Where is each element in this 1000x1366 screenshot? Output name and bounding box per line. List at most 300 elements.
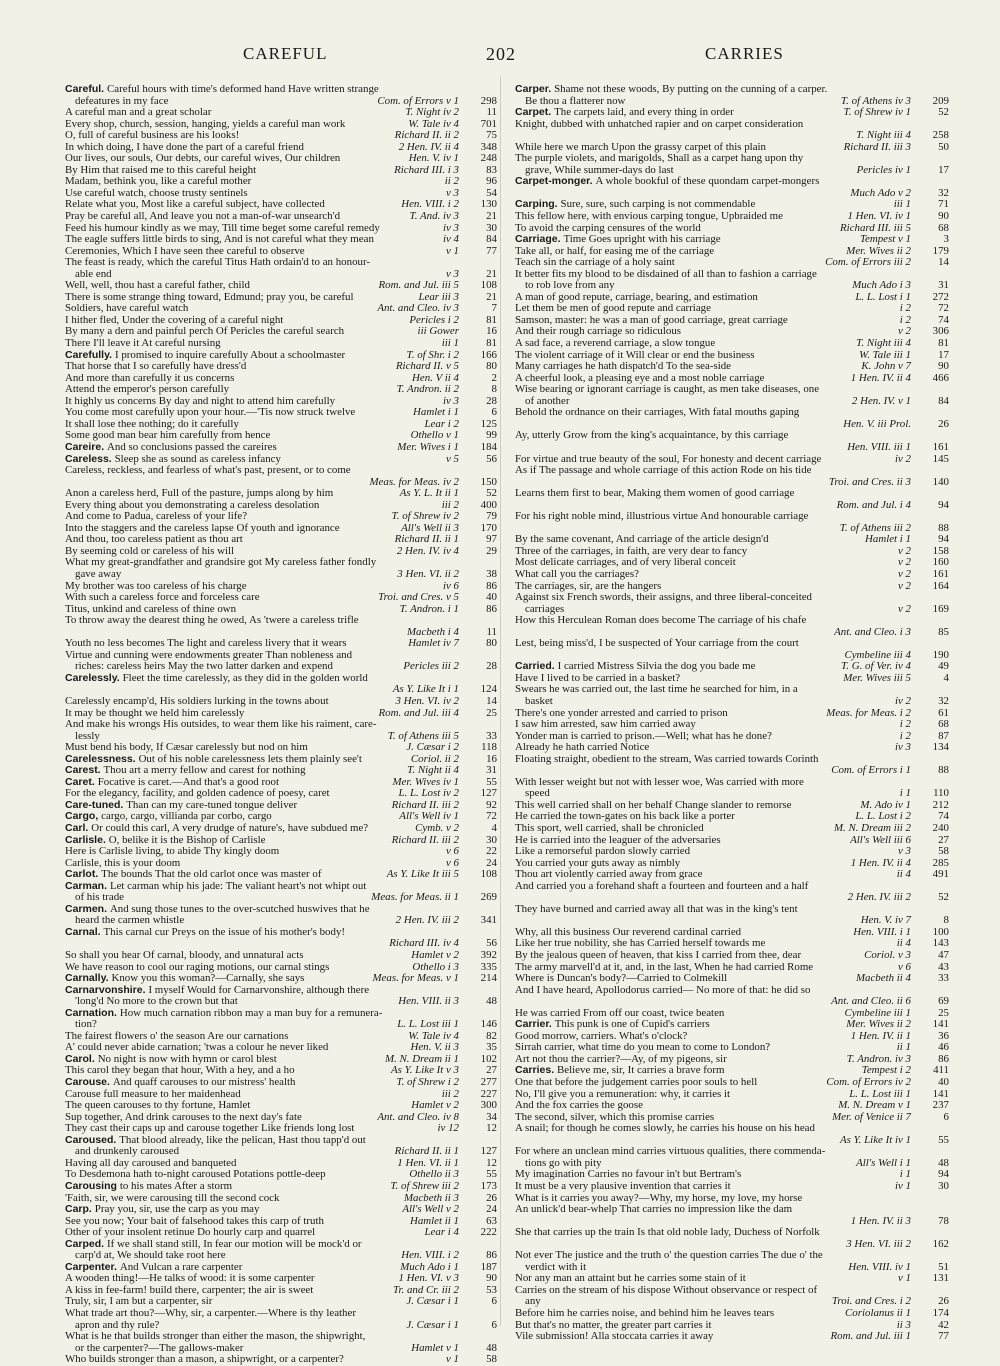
headword: Carelessness. <box>65 752 139 765</box>
play-act-scene: Ant. and Cleo. iv 8 <box>377 1110 459 1123</box>
quote: The carriages, sir, are the hangers <box>515 579 662 592</box>
headword: Carpet-monger. <box>515 175 596 188</box>
line-number: 8 <box>491 383 497 396</box>
line-number: 170 <box>480 521 497 534</box>
quote: O, belike it is the Bishop of Carlisle <box>108 833 266 846</box>
play-act-scene: 1 Hen. IV. ii 4 <box>850 856 911 869</box>
quote: Why, all this business Our reverend cardinal carried <box>515 925 742 938</box>
play-act-scene: T. G. of Ver. iv 4 <box>841 660 911 673</box>
quote: Ceremonies, Which I have seen thee careful to observe <box>65 244 305 257</box>
play-act-scene: T. Night iii 4 <box>856 129 911 142</box>
quote: Samson, master: he was a man of good carriage, great carriage <box>515 313 788 326</box>
line-number: 300 <box>480 1099 497 1112</box>
quote: or the carpenter?—The gallows-maker <box>75 1341 244 1354</box>
line-number: 58 <box>938 845 949 858</box>
play-act-scene: Mer. Wives ii 2 <box>846 244 911 257</box>
quotation-text <box>515 119 803 131</box>
column-divider <box>500 76 501 1326</box>
quote: We have reason to cool our raging motions, our carnal stings <box>65 960 330 973</box>
line-number: 161 <box>932 567 949 580</box>
quote: Yonder man is carried to prison.—Well; what has he done? <box>515 729 772 742</box>
play-act-scene: Mer. Wives iii 5 <box>843 671 911 684</box>
play-act-scene: Coriol. v 3 <box>864 949 911 962</box>
play-act-scene: Macbeth ii 3 <box>403 1191 459 1204</box>
line-number: 58 <box>486 1353 497 1366</box>
quote: I myself Would for Carnarvonshire, although there <box>148 983 370 996</box>
play-reference <box>853 973 949 985</box>
line-number: 164 <box>932 579 949 592</box>
quote: Many carriages he hath dispatch'd To the sea-side <box>515 360 732 373</box>
line-number: 52 <box>938 106 949 119</box>
play-reference <box>842 1308 949 1320</box>
play-act-scene: Cymbeline iii 4 <box>844 648 911 661</box>
play-act-scene: 1 Hen. IV. ii 4 <box>850 371 911 384</box>
quote: carp'd at, We should take root here <box>75 1249 226 1262</box>
play-act-scene: Mer. of Venice ii 7 <box>832 1110 911 1123</box>
line-number: 392 <box>480 949 497 962</box>
play-act-scene: Cymb. v 2 <box>415 822 459 834</box>
headword: Carriage. <box>515 233 564 246</box>
headword: Carousing <box>65 1179 120 1192</box>
quote: For the elegancy, facility, and golden cadence of poesy, caret <box>65 787 330 800</box>
quote: And make his wrongs His outsides, to wear them like his raiment, care- <box>65 718 377 731</box>
play-act-scene: Richard III. iii 5 <box>840 221 911 234</box>
play-act-scene: Rom. and Jul. iii 5 <box>378 279 459 292</box>
quote: Like her true nobility, she has Carried herself towards me <box>515 937 766 950</box>
line-number: 258 <box>932 129 949 142</box>
line-number: 92 <box>486 798 497 811</box>
play-act-scene: 2 Hen. IV. iii 2 <box>395 914 459 927</box>
quote: Art not thou the carrier?—Ay, of my pigeons, sir <box>515 1052 727 1065</box>
play-act-scene: 3 Hen. VI. iv 2 <box>395 694 459 707</box>
quote: Ay, utterly Grow from the king's acquaintance, by this carriage <box>515 429 789 442</box>
headword: Carrier. <box>515 1018 555 1031</box>
play-reference <box>892 454 949 466</box>
quote: And the fox carries the goose <box>515 1099 643 1112</box>
concordance-line <box>515 684 949 696</box>
line-number: 28 <box>486 660 497 673</box>
line-number: 50 <box>938 140 949 153</box>
play-reference <box>841 107 949 119</box>
play-act-scene: Hamlet v 1 <box>411 1341 459 1354</box>
headword: Carnal. <box>65 925 104 938</box>
quote: And carried you a forehand shaft a fourteen and fourteen and a half <box>515 879 809 892</box>
quote: 'long'd No more to the crown but that <box>75 995 238 1008</box>
header-last-word: CARRIES <box>705 44 784 63</box>
play-reference <box>843 1239 949 1251</box>
quote: For where an unclean mind carries virtuous qualities, there commenda- <box>515 1145 826 1158</box>
play-act-scene: Macbeth ii 4 <box>855 972 911 985</box>
line-number: 179 <box>932 244 949 257</box>
line-number: 26 <box>938 417 949 430</box>
play-act-scene: Hen. V. ii 3 <box>410 1041 459 1054</box>
play-act-scene: 1 Hen. VI. iv 1 <box>847 210 911 223</box>
quote: Let them be men of good repute and carriage <box>515 302 711 315</box>
line-number: 90 <box>486 1272 497 1285</box>
line-number: 190 <box>932 648 949 661</box>
quotation-text <box>515 684 798 696</box>
play-act-scene: All's Well v 2 <box>402 1203 459 1216</box>
line-number: 74 <box>938 313 949 326</box>
line-number: 7 <box>491 302 497 315</box>
play-act-scene: v 2 <box>897 579 911 592</box>
quote: And quaff carouses to our mistress' health <box>112 1076 296 1089</box>
play-act-scene: Richard II. ii 2 <box>394 129 459 142</box>
line-number: 48 <box>486 1341 497 1354</box>
line-number: 30 <box>486 221 497 234</box>
play-act-scene: Lear i 2 <box>424 417 459 430</box>
play-act-scene: J. Cæsar i 1 <box>406 1295 459 1308</box>
quote: Into the staggers and the careless lapse Of youth and ignorance <box>65 521 340 534</box>
play-reference <box>822 257 949 269</box>
quote: Use careful watch, choose trusty sentinels <box>65 186 248 199</box>
quote: The second, silver, which this promise carries <box>515 1110 715 1123</box>
line-number: 214 <box>480 972 497 985</box>
play-act-scene: Meas. for Meas. i 2 <box>826 706 911 719</box>
quote: That horse that I so carefully have dress'd <box>65 360 247 373</box>
play-act-scene: 2 Hen. IV. iii 2 <box>847 891 911 904</box>
play-act-scene: T. Andron. ii 2 <box>396 383 459 396</box>
play-act-scene: Othello v 1 <box>410 429 459 442</box>
line-number: 34 <box>486 1110 497 1123</box>
quote: To avoid the carping censures of the world <box>515 221 701 234</box>
line-number: 11 <box>486 106 497 119</box>
quote: This well carried shall on her behalf Change slander to remorse <box>515 798 792 811</box>
line-number: 61 <box>938 706 949 719</box>
play-act-scene: L. L. Lost iii 1 <box>849 1087 911 1100</box>
line-number: 83 <box>486 163 497 176</box>
line-number: 21 <box>486 210 497 223</box>
play-reference <box>849 396 949 408</box>
quote: How this Herculean Roman does become The carriage of his chafe <box>515 614 807 627</box>
play-act-scene: Troi. and Cres. ii 3 <box>828 475 911 488</box>
headword: Carpenter. <box>65 1260 120 1273</box>
play-reference <box>397 604 497 616</box>
line-number: 160 <box>932 556 949 569</box>
play-act-scene: Tempest i 2 <box>861 1064 911 1077</box>
quote: A careful man and a great scholar <box>65 106 212 119</box>
play-act-scene: W. Tale iv 4 <box>408 1029 459 1042</box>
play-act-scene: Pericles iv 1 <box>856 163 911 176</box>
play-act-scene: ii 3 <box>896 1318 911 1331</box>
play-act-scene: Richard II. ii 1 <box>394 1145 459 1158</box>
line-number: 94 <box>938 533 949 546</box>
quote: A kiss in fee-farm! build there, carpenter; the air is sweet <box>65 1283 314 1296</box>
play-reference <box>405 638 497 650</box>
quote: How much carnation ribbon may a man buy for a remunera- <box>119 1006 383 1019</box>
line-number: 99 <box>486 429 497 442</box>
quote: tion? <box>75 1018 97 1031</box>
concordance-line <box>515 777 949 789</box>
line-number: 17 <box>938 163 949 176</box>
play-act-scene: L. L. Lost iv 2 <box>398 787 459 800</box>
line-number: 27 <box>486 1064 497 1077</box>
play-act-scene: Rom. and Jul. i 4 <box>836 498 911 511</box>
line-number: 52 <box>938 891 949 904</box>
play-act-scene: iii 1 <box>441 337 459 350</box>
play-reference <box>443 246 497 258</box>
quote: My brother was too careless of his charge <box>65 579 247 592</box>
headword: Carnally. <box>65 972 112 985</box>
line-number: 29 <box>486 544 497 557</box>
line-number: 108 <box>480 279 497 292</box>
quote: What is he that builds stronger than either the mason, the shipwright, <box>65 1330 366 1343</box>
quote: He is carried into the leaguer of the adversaries <box>515 833 721 846</box>
play-act-scene: Hamlet iv 7 <box>408 637 459 650</box>
play-act-scene: T. And. iv 3 <box>409 210 459 223</box>
play-act-scene: Hamlet i 1 <box>413 406 459 419</box>
play-reference <box>395 996 497 1008</box>
headword: Carelessly. <box>65 671 123 684</box>
play-act-scene: All's Well iv 1 <box>399 810 459 823</box>
line-number: 55 <box>486 1168 497 1181</box>
concordance-line <box>515 1331 949 1343</box>
line-number: 166 <box>480 348 497 361</box>
quote: Where is Duncan's body?—Carried to Colmekill <box>515 972 728 985</box>
left-column <box>65 83 497 1366</box>
line-number: 33 <box>486 729 497 742</box>
quote: gave away <box>75 567 122 580</box>
play-act-scene: v 3 <box>445 267 459 280</box>
quote: What call you the carriages? <box>515 567 639 580</box>
quote: What my great-grandfather and grandsire got My careless father fondly <box>65 556 377 569</box>
quote: Every thing about you demonstrating a careless desolation <box>65 498 320 511</box>
quote: He carried the town-gates on his back like a porter <box>515 810 735 823</box>
quote: A cheerful look, a pleasing eye and a most noble carriage <box>515 371 765 384</box>
play-act-scene: M. N. Dream v 1 <box>838 1099 911 1112</box>
quote: One that before the judgement carries poor souls to hell <box>515 1076 758 1089</box>
quote: A sad face, a reverend carriage, a slow tongue <box>515 337 716 350</box>
quote: Time Goes upright with his carriage <box>563 233 721 246</box>
play-act-scene: i 2 <box>899 313 911 326</box>
quotation-text <box>515 1227 820 1239</box>
play-reference <box>828 765 949 777</box>
line-number: 285 <box>932 856 949 869</box>
play-act-scene: L. L. Lost i 2 <box>855 810 911 823</box>
line-number: 77 <box>938 1330 949 1343</box>
quote: Carries on the stream of his dispose Without observance or respect of <box>515 1283 818 1296</box>
play-reference <box>435 1123 497 1135</box>
quote: Behold the ordnance on their carriages, With fatal mouths gaping <box>515 406 800 419</box>
quote: And sung those tunes to the over-scutched huswives that he <box>109 902 370 915</box>
concordance-line <box>515 592 949 604</box>
play-act-scene: iv 2 <box>894 452 911 465</box>
line-number: 33 <box>938 972 949 985</box>
headword: Carper. <box>515 83 555 95</box>
line-number: 21 <box>486 267 497 280</box>
line-number: 12 <box>486 1156 497 1169</box>
play-act-scene: M. N. Dream iii 2 <box>833 822 911 834</box>
play-act-scene: All's Well ii 3 <box>401 521 459 534</box>
play-act-scene: As Y. L. It ii 1 <box>399 487 459 500</box>
line-number: 400 <box>480 498 497 511</box>
quote: No, I'll give you a remuneration: why, it carries it <box>515 1087 731 1100</box>
quote: cargo, cargo, villianda par corbo, cargo <box>101 810 272 823</box>
line-number: 69 <box>938 995 949 1008</box>
play-act-scene: Hen. V. iv 1 <box>408 152 459 165</box>
quote: Good morrow, carriers. What's o'clock? <box>515 1029 688 1042</box>
quote: Who builds stronger than a mason, a shipwright, or a carpenter? <box>65 1353 344 1366</box>
headword: Caroused. <box>65 1133 120 1146</box>
play-act-scene: Com. of Errors iv 2 <box>826 1076 911 1089</box>
line-number: 72 <box>938 302 949 315</box>
play-act-scene: Macbeth i 4 <box>406 625 459 638</box>
play-act-scene: Lear iii 3 <box>418 290 459 303</box>
play-act-scene: Ant. and Cleo. ii 6 <box>831 995 911 1008</box>
quote: Or could this carl, A very drudge of nature's, have subdued me? <box>91 822 369 834</box>
play-act-scene: v 2 <box>897 556 911 569</box>
play-reference <box>368 892 497 904</box>
play-act-scene: iv 1 <box>894 1179 911 1192</box>
line-number: 14 <box>486 694 497 707</box>
quote: What is it carries you away?—Why, my horse, my love, my horse <box>515 1191 803 1204</box>
quote: Like a remorseful pardon slowly carried <box>515 845 691 858</box>
play-act-scene: i 1 <box>899 1168 911 1181</box>
line-number: 110 <box>933 787 949 800</box>
line-number: 8 <box>943 914 949 927</box>
play-act-scene: Pericles i 2 <box>409 313 459 326</box>
quote: By many a dern and painful perch Of Pericles the careful search <box>65 325 345 338</box>
play-act-scene: v 5 <box>445 452 459 465</box>
line-number: 31 <box>938 279 949 292</box>
headword: Carman. <box>65 879 110 892</box>
quote: Most delicate carriages, and of very liberal conceit <box>515 556 736 569</box>
line-number: 411 <box>933 1064 949 1077</box>
play-reference <box>403 1296 497 1308</box>
line-number: 88 <box>938 764 949 777</box>
line-number: 30 <box>486 833 497 846</box>
line-number: 77 <box>486 244 497 257</box>
quote: basket <box>525 694 553 707</box>
play-act-scene: v 6 <box>445 845 459 858</box>
play-act-scene: T. Night iii 4 <box>856 337 911 350</box>
page-header <box>0 44 1000 70</box>
quote: The eagle suffers little birds to sing, And is not careful what they mean <box>65 233 374 246</box>
headword: Carpet. <box>515 106 555 119</box>
line-number: 141 <box>932 1087 949 1100</box>
line-number: 335 <box>480 960 497 973</box>
headword: Carest. <box>65 764 104 777</box>
quote: There's one yonder arrested and carried to prison <box>515 706 728 719</box>
play-act-scene: Pericles iii 2 <box>403 660 459 673</box>
play-act-scene: Richard II. v 5 <box>395 360 459 373</box>
line-number: 28 <box>486 394 497 407</box>
line-number: 701 <box>480 117 497 130</box>
play-act-scene: 1 Hen. IV. ii 1 <box>850 1029 911 1042</box>
play-act-scene: ii 2 <box>444 175 459 188</box>
line-number: 124 <box>480 683 497 696</box>
quote: Soldiers, have careful watch <box>65 302 189 315</box>
play-act-scene: Hen. VIII. i 2 <box>401 198 459 211</box>
play-act-scene: Mer. Wives iv 1 <box>392 775 459 788</box>
line-number: 24 <box>486 1203 497 1216</box>
quotation-text <box>65 673 368 685</box>
line-number: 150 <box>480 475 497 488</box>
quote: Well, well, thou hast a careful father, child <box>65 279 250 292</box>
play-act-scene: T. of Shrew iii 2 <box>390 1179 459 1192</box>
play-reference <box>841 142 949 154</box>
line-number: 6 <box>491 1295 497 1308</box>
quote: Shame not these woods, By putting on the cunning of a carper. <box>554 83 828 95</box>
quote: Sleep she as sound as careless infancy <box>114 452 281 465</box>
play-act-scene: Com. of Errors v 1 <box>377 94 459 107</box>
quote: Here is Carlisle living, to abide Thy kingly doom <box>65 845 280 858</box>
play-reference <box>840 673 949 685</box>
quote: apron and thy rule? <box>75 1318 160 1331</box>
line-number: 140 <box>932 475 949 488</box>
line-number: 26 <box>486 1191 497 1204</box>
play-reference <box>400 661 497 673</box>
line-number: 78 <box>938 1214 949 1227</box>
play-act-scene: As Y. Like It iv 1 <box>840 1133 911 1146</box>
headword: Careless. <box>65 452 115 465</box>
play-act-scene: T. of Shr. i 2 <box>406 348 459 361</box>
quote: And Vulcan a rare carpenter <box>119 1260 243 1273</box>
line-number: 277 <box>480 1076 497 1089</box>
play-act-scene: T. of Shrew iv 1 <box>843 106 911 119</box>
quote: A' could never abide carnation; 'twas a colour he never liked <box>65 1041 329 1054</box>
quote: Other of your insolent retinue Do hourly carp and quarrel <box>65 1226 316 1239</box>
play-act-scene: ii 1 <box>896 1041 911 1054</box>
play-act-scene: Hamlet v 2 <box>411 1099 459 1112</box>
line-number: 72 <box>486 810 497 823</box>
quotation-text <box>515 430 788 442</box>
quote: And so conclusions passed the careires <box>107 440 277 453</box>
play-act-scene: Richard II. ii 1 <box>394 533 459 546</box>
quote: Madam, bethink you, like a careful mother <box>65 175 252 188</box>
play-act-scene: Richard III. i 3 <box>394 163 459 176</box>
line-number: 86 <box>486 602 497 615</box>
play-act-scene: Coriol. ii 2 <box>410 752 459 765</box>
quote: Teach sin the carriage of a holy saint <box>515 256 675 269</box>
line-number: 80 <box>486 360 497 373</box>
quote: I hither fled, Under the covering of a careful night <box>65 313 284 326</box>
headword: Carnarvonshire. <box>65 983 149 996</box>
headword: Carouse. <box>65 1076 113 1089</box>
line-number: 42 <box>938 1318 949 1331</box>
quote: This carnal cur Preys on the issue of his mother's body! <box>103 925 346 938</box>
play-act-scene: L. L. Lost iii 1 <box>397 1018 459 1031</box>
play-reference <box>384 869 497 881</box>
quote: of another <box>525 394 570 407</box>
quote: Take all, or half, for easing me of the carriage <box>515 244 715 257</box>
play-act-scene: Hen. VIII. iv 1 <box>848 1260 911 1273</box>
line-number: 49 <box>938 660 949 673</box>
play-act-scene: Ant. and Cleo. iv 3 <box>377 302 459 315</box>
line-number: 269 <box>480 891 497 904</box>
quote: Our lives, our souls, Our debts, our careful wives, Our children <box>65 152 341 165</box>
headword: Care-tuned. <box>65 798 127 811</box>
play-act-scene: Much Ado i 1 <box>400 1260 459 1273</box>
play-act-scene: Richard II. iii 2 <box>391 833 459 846</box>
quote: It better fits my blood to be disdained of all than to fashion a carriage <box>515 267 817 280</box>
quotation-text <box>515 1331 713 1343</box>
line-number: 63 <box>486 1214 497 1227</box>
quotation-text <box>65 1354 344 1366</box>
quote: Every shop, church, session, hanging, yields a careful man work <box>65 117 346 130</box>
play-act-scene: Much Ado v 2 <box>850 186 911 199</box>
play-act-scene: Tempest v 1 <box>859 233 911 246</box>
play-act-scene: Hen. VIII. ii 3 <box>398 995 459 1008</box>
line-number: 56 <box>486 452 497 465</box>
play-reference <box>895 581 949 593</box>
play-act-scene: iv 3 <box>894 741 911 754</box>
quote: And more than carefully it us concerns <box>65 371 235 384</box>
line-number: 173 <box>480 1179 497 1192</box>
quote: The purple violets, and marigolds, Shall as a carpet hang upon thy <box>515 152 804 165</box>
quote: Relate what you, Most like a careful subject, have collected <box>65 198 325 211</box>
line-number: 84 <box>938 394 949 407</box>
